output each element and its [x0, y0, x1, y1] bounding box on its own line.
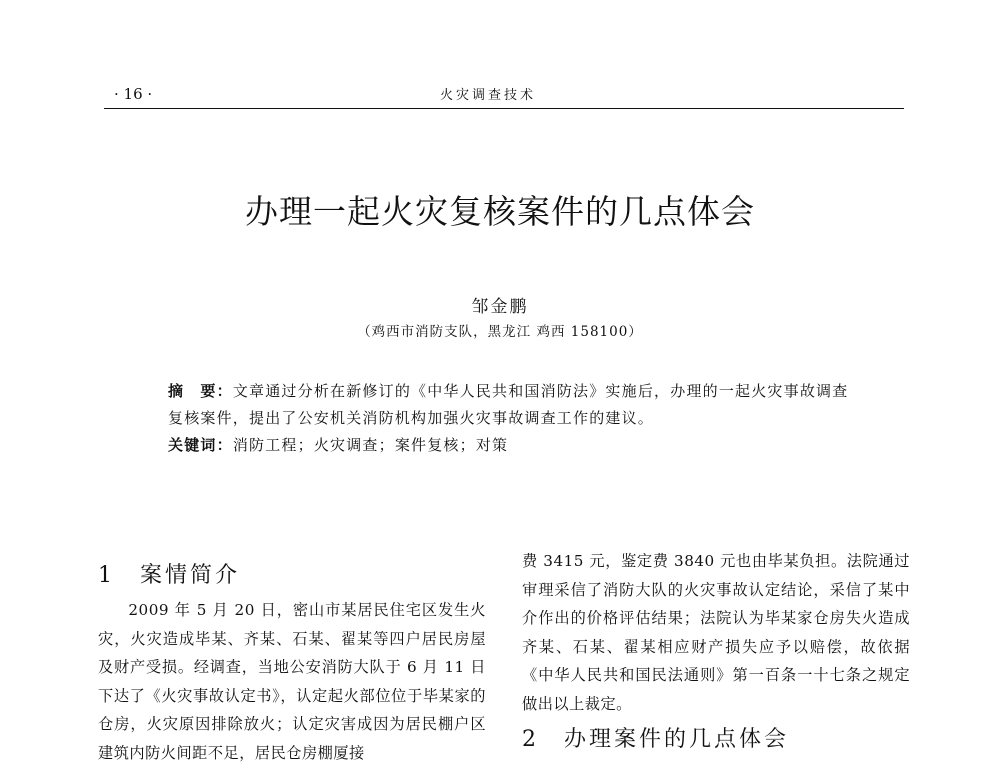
- abstract-text: 文章通过分析在新修订的《中华人民共和国消防法》实施后，办理的一起火灾事故调查复核案件，提出了公安机关消防机构加强火灾事故调查工作的建议。: [168, 382, 849, 427]
- section-2-heading: 2 办理案件的几点体会: [522, 727, 789, 752]
- keywords-text: 消防工程；火灾调查；案件复核；对策: [232, 436, 509, 454]
- author-affiliation: （鸡西市消防支队，黑龙江 鸡西 158100）: [357, 324, 643, 340]
- left-column: [98, 560, 486, 767]
- abstract-block: [168, 378, 858, 459]
- section-1-heading: 1 案情简介: [98, 563, 240, 588]
- running-head: 火灾调查技术: [440, 88, 537, 103]
- court-ruling-paragraph: 费 3415 元，鉴定费 3840 元也由毕某负担。法院通过审理采信了消防大队的火灾事故认定结论，采信了某中介作出的价格评估结果；法院认为毕某家仓房失火造成齐某、石某、翟某相应财产损失应予以赔偿，故依据《中华人民共和国民法通则》第一百条一十七条之规定做出以上裁定。: [522, 552, 910, 713]
- author-name: 邹金鹏: [471, 297, 529, 317]
- abstract-label: 摘 要：: [168, 382, 233, 400]
- page-number: · 16 ·: [114, 85, 153, 103]
- right-column: [522, 547, 910, 756]
- case-summary-paragraph: 2009 年 5 月 20 日，密山市某居民住宅区发生火灾，火灾造成毕某、齐某、石某、翟某等四户居民房屋及财产受损。经调查，当地公安消防大队于 6 月 11 日下达了《火灾事故认定书》，认定起火部位位于毕某家的仓房，火灾原因排除放火；认定灾害成因为居民棚户区建筑内防火间距不足，居民仓房棚厦接: [98, 601, 486, 762]
- keywords-label: 关键词：: [168, 436, 233, 454]
- keywords: [168, 432, 858, 459]
- header-rule: [104, 108, 904, 109]
- abstract: [168, 378, 858, 432]
- article-title: 办理一起火灾复核案件的几点体会: [245, 192, 755, 231]
